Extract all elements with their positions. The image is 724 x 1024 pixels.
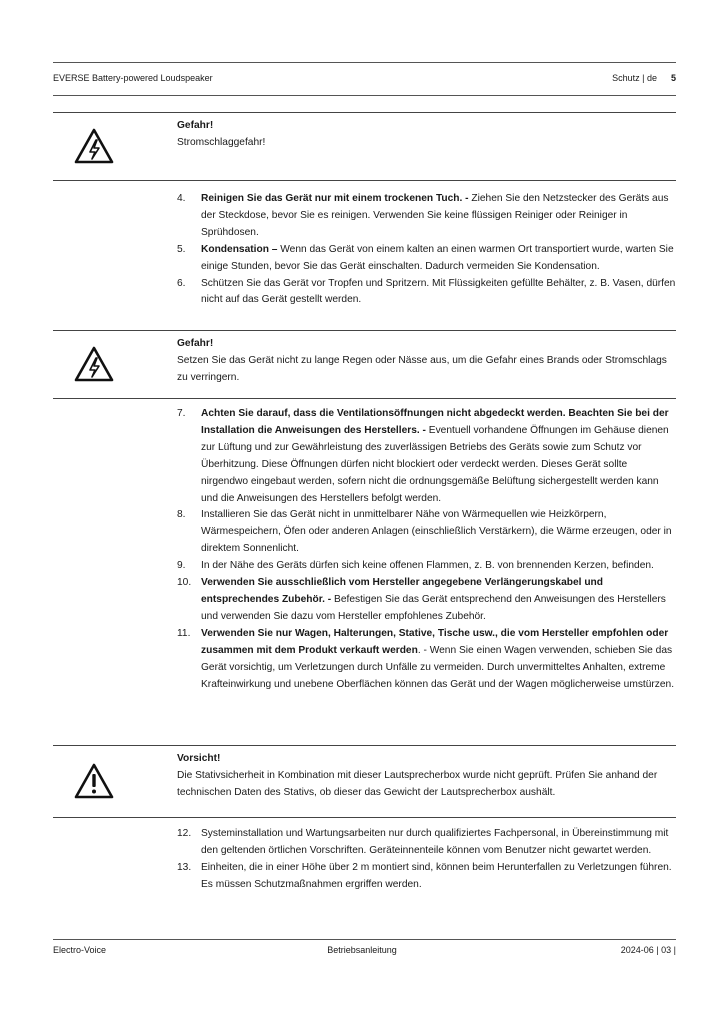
notice-body <box>177 117 676 151</box>
item-text: In der Nähe des Geräts dürfen sich keine offenen Flammen, z. B. von brennenden Kerzen, befinden. <box>201 560 654 572</box>
item-number: 10. <box>177 577 192 589</box>
list-item <box>177 558 676 575</box>
notice-body <box>177 335 676 386</box>
item-text: Systeminstallation und Wartungsarbeiten nur durch qualifiziertes Fachpersonal, in Übereinstimmung mit den geltenden örtlichen Vorschriften. Geräteinnenteile können vom Benutzer nicht gewartet werden. <box>201 828 669 856</box>
notice-title: Gefahr! <box>177 120 214 131</box>
caution-icon <box>73 762 115 800</box>
list-item <box>177 242 676 276</box>
item-number: 11. <box>177 627 191 639</box>
item-text: Eventuell vorhandene Öffnungen im Gehäuse dienen zur Lüftung und zur Gewährleistung des zuverlässigen Betriebs des Geräts sowie zum Schutz vor Überhitzung. Diese Öffnungen dürfen nicht blockiert oder verdeckt werden. Dieses Gerät sollte nirgendwo eingebaut werden, sofern nicht die ordnungsgemäße Belüftung sichergestellt werden kann und die Anweisungen des Herstellers befolgt werden. <box>201 424 669 504</box>
list-item <box>177 575 676 626</box>
electric-hazard-icon <box>73 127 115 165</box>
list-item <box>177 276 676 310</box>
document-title: EVERSE Battery-powered Loudspeaker <box>53 73 213 83</box>
item-number: 4. <box>177 193 186 204</box>
item-number: 5. <box>177 243 186 255</box>
footer-doc-type: Betriebsanleitung <box>327 945 397 955</box>
header-section <box>612 72 676 84</box>
item-text: Schützen Sie das Gerät vor Tropfen und Spritzern. Mit Flüssigkeiten gefüllte Behälter, z. B. Vasen, dürfen nicht auf das Gerät gestellt werden. <box>201 277 676 306</box>
notice-text: Setzen Sie das Gerät nicht zu lange Regen oder Nässe aus, um die Gefahr eines Brands oder Stromschlags zu verringern. <box>177 355 667 383</box>
caution-notice <box>53 745 676 818</box>
item-number: 12. <box>177 828 192 839</box>
list-item <box>177 860 676 894</box>
danger-notice <box>53 112 676 181</box>
list-item <box>177 507 676 558</box>
item-lead: Verwenden Sie nur Wagen, Halterungen, Stative, Tische usw., die vom Hersteller empfohlen oder zusammen mit dem Produkt verkauft werden <box>201 627 669 656</box>
notice-title: Vorsicht! <box>177 753 221 764</box>
footer-version: 2024-06 | 03 | <box>620 945 676 955</box>
footer-brand: Electro-Voice <box>53 945 107 955</box>
list-item <box>177 406 676 507</box>
notice-text: Stromschlaggefahr! <box>177 137 266 148</box>
list-item <box>177 191 676 242</box>
electric-hazard-icon <box>73 345 115 383</box>
safety-list-b <box>177 406 676 693</box>
item-lead: Verwenden Sie ausschließlich vom Hersteller angegebene Verlängerungskabel und entsprechendes Zubehör. - <box>201 577 603 605</box>
list-item <box>177 626 676 694</box>
list-item <box>177 826 676 860</box>
item-lead: Kondensation – <box>201 243 278 255</box>
header-top-rule <box>53 62 676 63</box>
item-text: Ziehen Sie den Netzstecker des Geräts aus der Steckdose, bevor Sie es reinigen. Verwenden Sie keine flüssigen Reiniger oder Reiniger in Sprühdosen. <box>201 193 669 238</box>
item-number: 6. <box>177 277 186 289</box>
item-number: 8. <box>177 509 186 521</box>
item-text: Installieren Sie das Gerät nicht in unmittelbarer Nähe von Wärmequellen wie Heizkörpern, Wärmespeichern, Öfen oder anderen Anlagen (einschließlich Verstärkern), die Wärme erzeugen, oder in direktem Sonnenlicht. <box>201 509 672 555</box>
notice-title: Gefahr! <box>177 338 214 349</box>
safety-list-a <box>177 191 676 309</box>
item-text: . - Wenn Sie einen Wagen verwenden, schieben Sie das Gerät vorsichtig, um Verletzungen durch Unfälle zu vermeiden. Durch unvermitteltes Anhalten, extreme Krafteinwirkung und unebene Oberflächen können das Gerät und der Wagen möglicherweise umstürzen. <box>201 644 675 690</box>
section-label: Schutz | de <box>612 73 657 83</box>
item-number: 13. <box>177 861 192 873</box>
item-lead: Achten Sie darauf, dass die Ventilationsöffnungen nicht abgedeckt werden. Beachten Sie bei der Installation die Anweisungen des Herstellers. - <box>201 408 669 436</box>
item-text: Einheiten, die in einer Höhe über 2 m montiert sind, können beim Herunterfallen zu Verletzungen führen. Es müssen Schutzmaßnahmen ergriffen werden. <box>201 861 672 890</box>
safety-list-c <box>177 826 676 894</box>
danger-notice <box>53 330 676 399</box>
page-number: 5 <box>670 73 676 83</box>
item-number: 7. <box>177 408 186 419</box>
footer-rule <box>53 939 676 940</box>
item-number: 9. <box>177 560 186 572</box>
item-lead: Reinigen Sie das Gerät nur mit einem trockenen Tuch. - <box>201 193 469 204</box>
item-text: Wenn das Gerät von einem kalten an einen warmen Ort transportiert wurde, warten Sie einige Stunden, bevor Sie das Gerät einschalten. Dadurch vermeiden Sie Kondensation. <box>201 243 674 272</box>
header-bottom-rule <box>53 95 676 96</box>
notice-body <box>177 750 676 801</box>
notice-text: Die Stativsicherheit in Kombination mit dieser Lautsprecherbox wurde nicht geprüft. Prüfen Sie anhand der technischen Daten des Stativs, ob dieser das Gewicht der Lautsprecherbox aushält. <box>177 770 658 798</box>
item-text: Befestigen Sie das Gerät entsprechend den Anweisungen des Herstellers und verwenden Sie dazu vom Hersteller empfohlenes Zubehör. <box>201 593 666 622</box>
